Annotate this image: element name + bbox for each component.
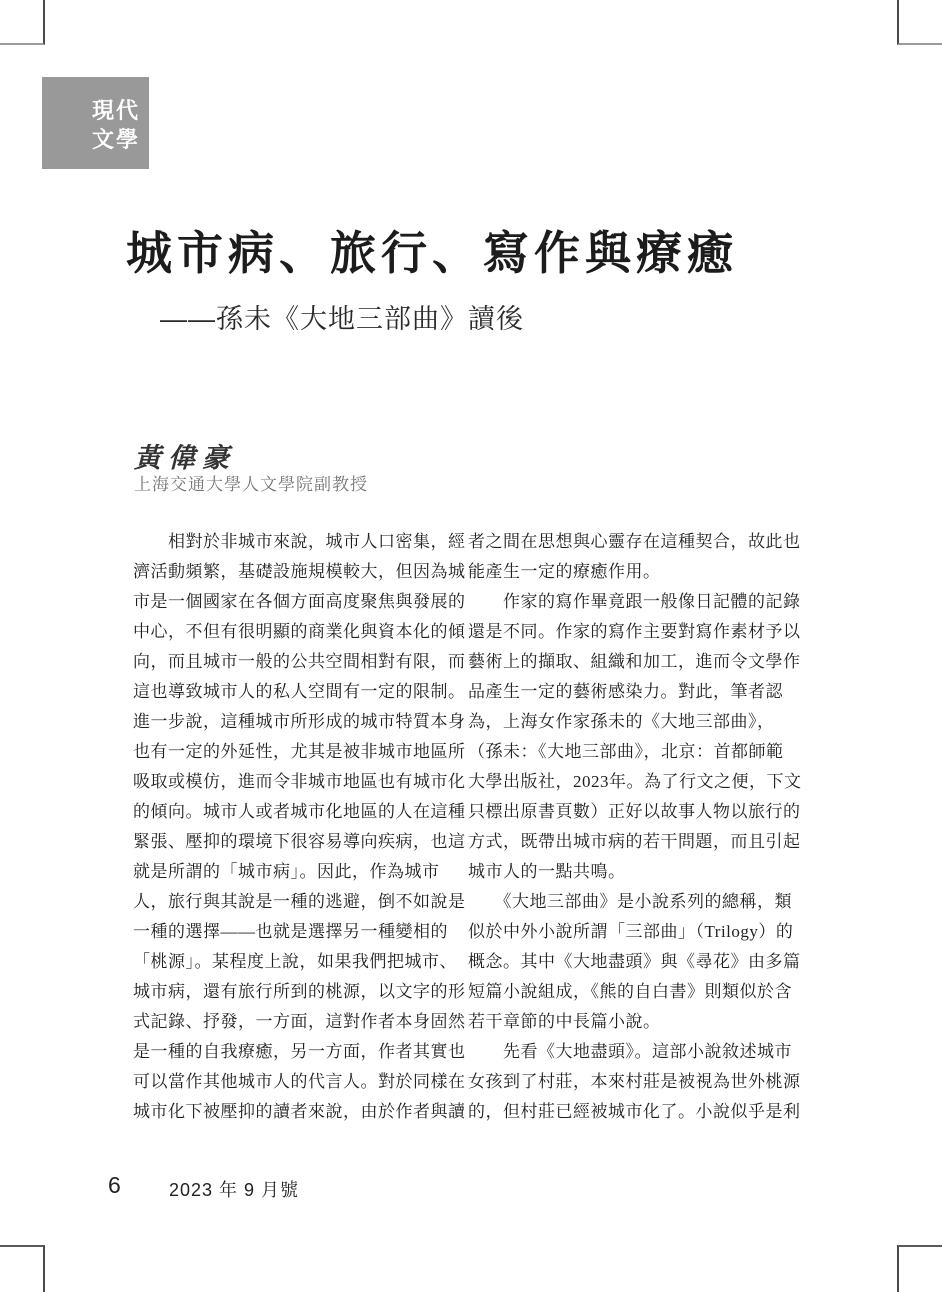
text-line: 還是不同。作家的寫作主要對寫作素材予以 <box>468 622 801 641</box>
section-label-line-1: 現代 <box>91 98 140 123</box>
text-line: 城市人的一點共鳴。 <box>468 862 626 881</box>
text-line: 方式，既帶出城市病的若干問題，而且引起 <box>468 832 801 851</box>
crop-mark-bottom-left <box>0 1245 45 1292</box>
author-name: 黃偉豪 <box>134 443 236 473</box>
section-label-line-2: 文學 <box>91 127 140 152</box>
text-line: 緊張、壓抑的環境下很容易導向疾病，也這 <box>133 832 466 851</box>
crop-mark-top-left <box>0 0 45 45</box>
article-title: 城市病、旅行、寫作與療癒 <box>126 228 738 279</box>
text-line: 也有一定的外延性，尤其是被非城市地區所 <box>133 742 466 761</box>
text-line: 似於中外小說所謂「三部曲」（Trilogy）的 <box>468 922 794 941</box>
text-line: 城市病，還有旅行所到的桃源，以文字的形 <box>133 982 466 1001</box>
text-line: 這也導致城市人的私人空間有一定的限制。 <box>133 682 466 701</box>
text-line: 大學出版社，2023年。為了行文之便，下文 <box>468 772 802 791</box>
text-line: 為，上海女作家孫未的《大地三部曲》， <box>468 712 775 731</box>
text-line: 者之間在思想與心靈存在這種契合，故此也 <box>468 532 801 551</box>
text-line: 向，而且城市一般的公共空間相對有限，而 <box>133 652 466 671</box>
text-line: 相對於非城市來說，城市人口密集，經 <box>133 532 466 551</box>
left-column <box>133 527 466 1127</box>
text-line: 吸取或模仿，進而令非城市地區也有城市化 <box>133 772 466 791</box>
text-line: 人，旅行與其說是一種的逃避，倒不如說是 <box>133 892 466 911</box>
text-line: 進一步說，這種城市所形成的城市特質本身 <box>133 712 466 731</box>
article-subtitle: ——孫未《大地三部曲》讀後 <box>160 304 524 334</box>
crop-mark-bottom-right <box>897 1245 942 1292</box>
text-line: 的傾向。城市人或者城市化地區的人在這種 <box>133 802 466 821</box>
text-line: 一種的選擇——也就是選擇另一種變相的 <box>133 922 448 941</box>
text-line: 市是一個國家在各個方面高度聚焦與發展的 <box>133 592 466 611</box>
text-line: 濟活動頻繁，基礎設施規模較大，但因為城 <box>133 562 466 581</box>
text-line: （孫未：《大地三部曲》，北京：首都師範 <box>468 742 784 761</box>
issue-label: 2023 年 9 月號 <box>169 1180 300 1200</box>
text-line: 概念。其中《大地盡頭》與《尋花》由多篇 <box>468 952 801 971</box>
text-line: 品產生一定的藝術感染力。對此，筆者認 <box>468 682 783 701</box>
text-line: 女孩到了村莊，本來村莊是被視為世外桃源 <box>468 1072 801 1091</box>
text-line: 《大地三部曲》是小說系列的總稱，類 <box>468 892 792 911</box>
text-line: 只標出原書頁數）正好以故事人物以旅行的 <box>468 802 801 821</box>
text-line: 短篇小說組成，《熊的自白書》則類似於含 <box>468 982 792 1001</box>
right-column <box>468 527 802 1127</box>
page-number: 6 <box>108 1172 121 1198</box>
text-line: 式記錄、抒發，一方面，這對作者本身固然 <box>133 1012 466 1031</box>
body-columns <box>133 527 802 1127</box>
author-affiliation: 上海交通大學人文學院副教授 <box>134 475 368 494</box>
text-line: 城市化下被壓抑的讀者來說，由於作者與讀 <box>133 1102 466 1121</box>
text-line: 能產生一定的療癒作用。 <box>468 562 661 581</box>
text-line: 作家的寫作畢竟跟一般像日記體的記錄 <box>468 592 801 611</box>
text-line: 「桃源」。某程度上說，如果我們把城市、 <box>133 952 457 971</box>
text-line: 就是所謂的「城市病」。因此，作為城市 <box>133 862 440 881</box>
crop-mark-top-right <box>897 0 942 45</box>
text-line: 的，但村莊已經被城市化了。小說似乎是利 <box>468 1102 801 1121</box>
text-line: 藝術上的擷取、組織和加工，進而令文學作 <box>468 652 801 671</box>
text-line: 先看《大地盡頭》。這部小說敘述城市 <box>468 1042 792 1061</box>
text-line: 可以當作其他城市人的代言人。對於同樣在 <box>133 1072 466 1091</box>
text-line: 若干章節的中長篇小說。 <box>468 1012 661 1031</box>
text-line: 中心，不但有很明顯的商業化與資本化的傾 <box>133 622 466 641</box>
text-line: 是一種的自我療癒，另一方面，作者其實也 <box>133 1042 466 1061</box>
section-label <box>42 77 149 169</box>
